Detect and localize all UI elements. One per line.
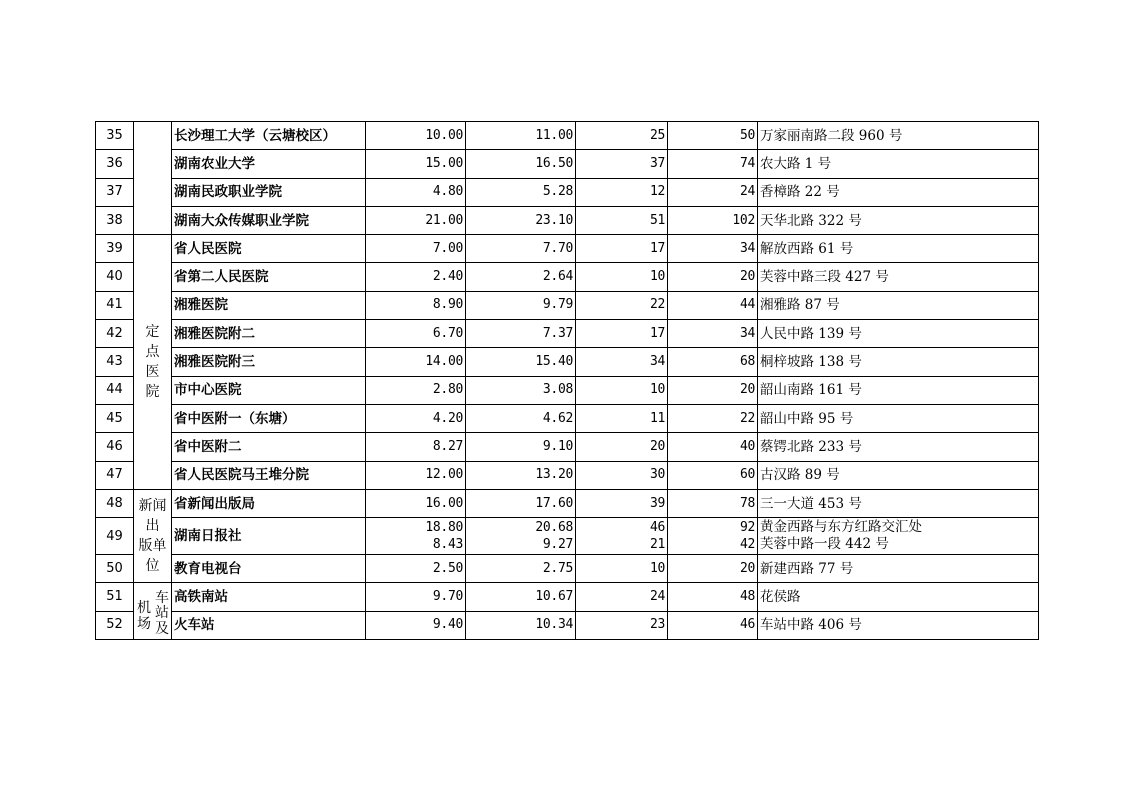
row-number: 47 — [96, 461, 134, 489]
address — [758, 518, 1039, 555]
value-2: 15.40 — [466, 348, 576, 376]
unit-name: 市中心医院 — [172, 376, 366, 404]
category-stations-airport — [134, 583, 172, 640]
unit-name: 湖南日报社 — [172, 518, 366, 555]
table-row — [96, 320, 1039, 348]
value-2-line-1: 20.68 — [535, 520, 573, 536]
row-number: 41 — [96, 291, 134, 319]
category-char: 场 — [137, 616, 151, 633]
address: 农大路 1 号 — [758, 150, 1039, 178]
row-number: 43 — [96, 348, 134, 376]
category-cell-blank — [134, 122, 172, 235]
value-3: 22 — [576, 291, 668, 319]
row-number: 46 — [96, 433, 134, 461]
unit-name: 省第二人民医院 — [172, 263, 366, 291]
address: 香樟路 22 号 — [758, 178, 1039, 206]
row-number: 45 — [96, 404, 134, 432]
data-table — [95, 121, 1039, 640]
row-number: 38 — [96, 206, 134, 234]
unit-name: 省中医附一（东塘） — [172, 404, 366, 432]
address: 天华北路 322 号 — [758, 206, 1039, 234]
value-1: 2.80 — [366, 376, 466, 404]
value-4: 74 — [668, 150, 758, 178]
category-char: 车 — [155, 590, 169, 607]
value-4: 22 — [668, 404, 758, 432]
unit-name: 湖南大众传媒职业学院 — [172, 206, 366, 234]
unit-name: 省中医附二 — [172, 433, 366, 461]
unit-name: 湘雅医院附三 — [172, 348, 366, 376]
value-3: 51 — [576, 206, 668, 234]
row-number: 39 — [96, 235, 134, 263]
value-3-line-1: 46 — [649, 520, 665, 536]
address: 解放西路 61 号 — [758, 235, 1039, 263]
address: 人民中路 139 号 — [758, 320, 1039, 348]
row-number: 44 — [96, 376, 134, 404]
value-3: 17 — [576, 235, 668, 263]
value-1: 9.40 — [366, 611, 466, 639]
value-2: 7.37 — [466, 320, 576, 348]
value-2: 4.62 — [466, 404, 576, 432]
row-number: 51 — [96, 583, 134, 611]
address-line-1: 黄金西路与东方红路交汇处 — [760, 519, 922, 536]
value-2: 5.28 — [466, 178, 576, 206]
unit-name: 高铁南站 — [172, 583, 366, 611]
table-row — [96, 518, 1039, 555]
address: 三一大道 453 号 — [758, 489, 1039, 517]
row-number: 50 — [96, 555, 134, 583]
unit-name: 湖南农业大学 — [172, 150, 366, 178]
value-1: 15.00 — [366, 150, 466, 178]
value-3: 12 — [576, 178, 668, 206]
row-number: 49 — [96, 518, 134, 555]
value-4: 34 — [668, 235, 758, 263]
value-3: 37 — [576, 150, 668, 178]
table-row — [96, 235, 1039, 263]
value-2: 10.67 — [466, 583, 576, 611]
table-row — [96, 291, 1039, 319]
unit-name: 湘雅医院附二 — [172, 320, 366, 348]
value-4: 78 — [668, 489, 758, 517]
table-row — [96, 461, 1039, 489]
value-1: 4.80 — [366, 178, 466, 206]
value-2 — [466, 518, 576, 555]
category-char: 及 — [155, 621, 169, 638]
value-4: 20 — [668, 555, 758, 583]
address: 新建西路 77 号 — [758, 555, 1039, 583]
value-2: 23.10 — [466, 206, 576, 234]
value-4: 40 — [668, 433, 758, 461]
value-2-line-2: 9.27 — [542, 537, 573, 553]
address: 湘雅路 87 号 — [758, 291, 1039, 319]
value-4 — [668, 518, 758, 555]
value-3: 10 — [576, 376, 668, 404]
table-row — [96, 583, 1039, 611]
unit-name: 湖南民政职业学院 — [172, 178, 366, 206]
value-4: 60 — [668, 461, 758, 489]
value-4: 34 — [668, 320, 758, 348]
address: 车站中路 406 号 — [758, 611, 1039, 639]
table-row — [96, 611, 1039, 639]
value-3: 30 — [576, 461, 668, 489]
value-2: 13.20 — [466, 461, 576, 489]
value-3: 34 — [576, 348, 668, 376]
category-char: 新闻 — [138, 498, 167, 515]
value-2: 17.60 — [466, 489, 576, 517]
unit-name: 长沙理工大学（云塘校区） — [172, 122, 366, 150]
row-number: 48 — [96, 489, 134, 517]
address: 芙蓉中路三段 427 号 — [758, 263, 1039, 291]
table-row — [96, 376, 1039, 404]
value-4-line-2: 42 — [739, 537, 755, 553]
value-4: 20 — [668, 376, 758, 404]
value-3: 39 — [576, 489, 668, 517]
row-number: 40 — [96, 263, 134, 291]
table-row — [96, 150, 1039, 178]
category-char: 医 — [145, 364, 160, 381]
table-row — [96, 122, 1039, 150]
value-4: 44 — [668, 291, 758, 319]
row-number: 37 — [96, 178, 134, 206]
value-1: 9.70 — [366, 583, 466, 611]
unit-name: 省人民医院 — [172, 235, 366, 263]
value-2: 9.10 — [466, 433, 576, 461]
unit-name: 省人民医院马王堆分院 — [172, 461, 366, 489]
value-3: 11 — [576, 404, 668, 432]
value-4: 68 — [668, 348, 758, 376]
address: 桐梓坡路 138 号 — [758, 348, 1039, 376]
address: 万家丽南路二段 960 号 — [758, 122, 1039, 150]
value-1 — [366, 518, 466, 555]
row-number: 52 — [96, 611, 134, 639]
value-1: 21.00 — [366, 206, 466, 234]
value-1: 16.00 — [366, 489, 466, 517]
value-3: 10 — [576, 555, 668, 583]
value-2: 3.08 — [466, 376, 576, 404]
value-2: 16.50 — [466, 150, 576, 178]
table-row — [96, 555, 1039, 583]
table-row — [96, 404, 1039, 432]
row-number: 42 — [96, 320, 134, 348]
value-3-line-2: 21 — [649, 537, 665, 553]
value-1-line-2: 8.43 — [432, 537, 463, 553]
value-2: 2.75 — [466, 555, 576, 583]
address-line-2: 芙蓉中路一段 442 号 — [760, 536, 889, 553]
value-3: 24 — [576, 583, 668, 611]
value-3: 20 — [576, 433, 668, 461]
table-row — [96, 263, 1039, 291]
value-1: 12.00 — [366, 461, 466, 489]
address: 古汉路 89 号 — [758, 461, 1039, 489]
category-press-units — [134, 489, 172, 583]
value-1: 2.50 — [366, 555, 466, 583]
row-number: 36 — [96, 150, 134, 178]
unit-name: 湘雅医院 — [172, 291, 366, 319]
value-1: 6.70 — [366, 320, 466, 348]
value-2: 10.34 — [466, 611, 576, 639]
address: 花侯路 — [758, 583, 1039, 611]
category-designated-hospitals — [134, 235, 172, 490]
value-3: 23 — [576, 611, 668, 639]
row-number: 35 — [96, 122, 134, 150]
value-1: 8.90 — [366, 291, 466, 319]
category-char: 站 — [155, 605, 169, 622]
unit-name: 教育电视台 — [172, 555, 366, 583]
category-char: 版单 — [138, 538, 167, 555]
category-char: 位 — [145, 558, 160, 575]
table-row — [96, 489, 1039, 517]
value-1-line-1: 18.80 — [425, 520, 463, 536]
value-4: 24 — [668, 178, 758, 206]
value-2: 11.00 — [466, 122, 576, 150]
value-1: 10.00 — [366, 122, 466, 150]
value-2: 2.64 — [466, 263, 576, 291]
value-1: 8.27 — [366, 433, 466, 461]
value-4: 46 — [668, 611, 758, 639]
category-stations-airport-glyphs — [134, 585, 172, 637]
category-char: 机 — [137, 600, 151, 617]
value-1: 14.00 — [366, 348, 466, 376]
address: 韶山中路 95 号 — [758, 404, 1039, 432]
value-1: 2.40 — [366, 263, 466, 291]
value-1: 4.20 — [366, 404, 466, 432]
table-row — [96, 178, 1039, 206]
value-3: 25 — [576, 122, 668, 150]
value-3: 10 — [576, 263, 668, 291]
value-4-line-1: 92 — [739, 520, 755, 536]
value-3: 17 — [576, 320, 668, 348]
value-4: 50 — [668, 122, 758, 150]
value-4: 20 — [668, 263, 758, 291]
value-2: 7.70 — [466, 235, 576, 263]
value-4: 48 — [668, 583, 758, 611]
value-1: 7.00 — [366, 235, 466, 263]
value-4: 102 — [668, 206, 758, 234]
table-row — [96, 206, 1039, 234]
value-2: 9.79 — [466, 291, 576, 319]
value-3 — [576, 518, 668, 555]
category-char: 定 — [145, 324, 160, 341]
category-char: 院 — [145, 384, 160, 401]
unit-name: 火车站 — [172, 611, 366, 639]
table-row — [96, 348, 1039, 376]
category-char: 出 — [145, 518, 160, 535]
address: 韶山南路 161 号 — [758, 376, 1039, 404]
address: 蔡锷北路 233 号 — [758, 433, 1039, 461]
table-row — [96, 433, 1039, 461]
unit-name: 省新闻出版局 — [172, 489, 366, 517]
category-char: 点 — [145, 344, 160, 361]
